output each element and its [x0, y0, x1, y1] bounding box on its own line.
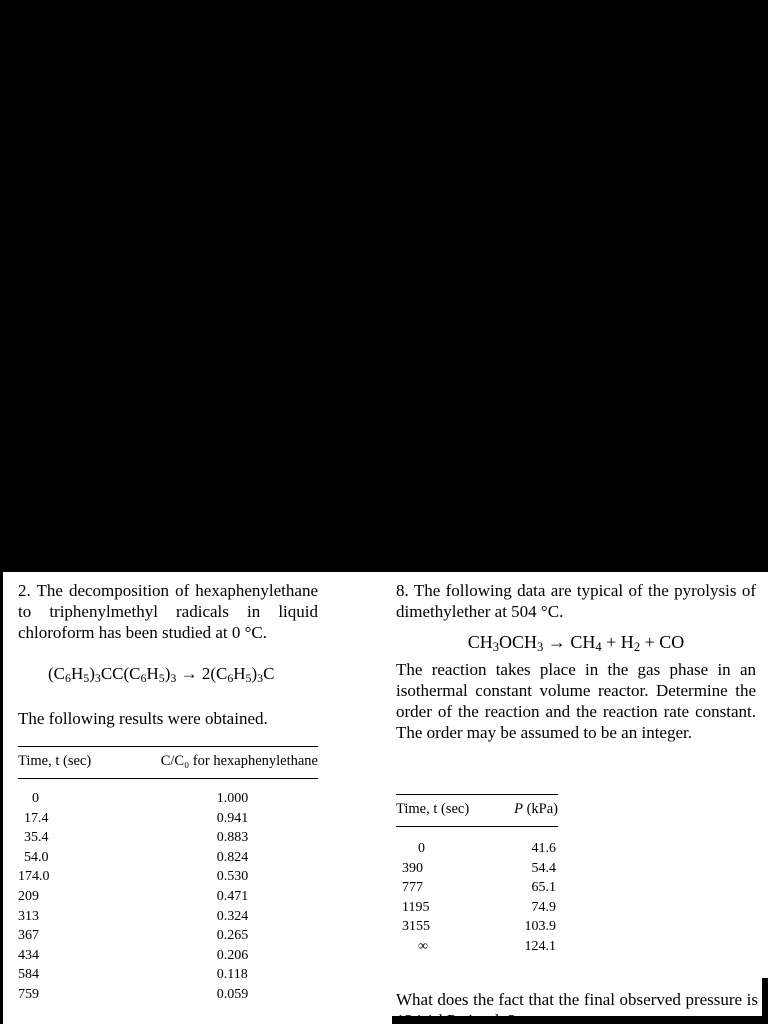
time-cell: 390	[402, 860, 423, 876]
table-row	[396, 937, 558, 957]
pressure-cell: 41.6	[531, 841, 556, 856]
pressure-cell: 65.1	[531, 880, 556, 896]
header-ratio: C/C₀ for hexaphenylethane	[141, 747, 318, 779]
pressure-table	[396, 794, 558, 957]
table-row	[396, 917, 558, 937]
table-row	[396, 839, 558, 859]
time-cell: 174.0	[18, 869, 50, 885]
hexaphenylethane-table-body	[18, 779, 318, 1005]
problem-2-number: 2.	[18, 581, 31, 600]
ratio-cell: 0.824	[216, 849, 249, 865]
header-pressure: P (kPa)	[510, 795, 558, 827]
header-time: Time, t (sec)	[18, 747, 141, 779]
ratio-cell: 0.118	[216, 967, 248, 983]
table-row	[18, 946, 318, 966]
time-cell: 1195	[402, 899, 430, 915]
problem-8	[396, 580, 758, 1009]
table-row	[396, 898, 558, 918]
table-row	[396, 878, 558, 898]
time-cell: 209	[18, 888, 39, 904]
time-cell: 313	[18, 908, 39, 924]
problem-8-question: What does the fact that the final observed pressure is	[396, 990, 758, 1009]
time-cell: 0	[32, 791, 39, 806]
scan-border-bottom	[392, 1016, 768, 1024]
ratio-cell: 0.265	[216, 928, 249, 944]
table-row	[18, 809, 318, 829]
table-row	[18, 867, 318, 887]
problem-2	[18, 580, 318, 643]
table-row	[18, 789, 318, 809]
ratio-cell: 0.059	[216, 986, 249, 1002]
ratio-cell: 0.206	[216, 947, 249, 963]
results-text: The following results were obtained.	[18, 709, 268, 728]
time-cell: 54.0	[24, 849, 49, 865]
table-row	[18, 965, 318, 985]
table-row	[396, 859, 558, 879]
hexaphenylethane-table	[18, 746, 318, 1005]
scan-border-left	[0, 572, 3, 1024]
time-cell: 3155	[402, 919, 430, 935]
table-row	[18, 828, 318, 848]
pressure-cell: 103.9	[524, 919, 556, 935]
problem-8-number: 8.	[396, 581, 409, 600]
ratio-cell: 0.530	[216, 869, 249, 885]
problem-8-intro	[396, 580, 756, 622]
time-cell: 584	[18, 967, 39, 983]
time-cell: 0	[418, 841, 425, 856]
pyrolysis-equation: $CH_3OCH_3 \to CH_4 + H_2$ + CO	[467, 632, 685, 654]
decomposition-equation: $(C_6H_5)_3CC(C_6H_5)_3 \to 2(C_6H_5)_3C$	[48, 664, 275, 685]
table-row	[18, 985, 318, 1005]
time-cell: 35.4	[24, 830, 49, 846]
table-row	[18, 907, 318, 927]
ratio-cell: 0.941	[216, 810, 249, 826]
time-cell: 367	[18, 928, 39, 944]
time-cell: 17.4	[24, 810, 49, 826]
time-cell: ∞	[418, 938, 428, 954]
time-cell: 759	[18, 986, 39, 1002]
pressure-table-body	[396, 827, 558, 957]
ratio-cell: 0.324	[216, 908, 249, 924]
problem-8-body: The reaction takes place in the gas phase in an isothermal constant volume reactor. Determine the order of the reaction and the reaction rate constant. The order may be assumed to be an integer.	[396, 660, 756, 742]
textbook-page	[0, 572, 768, 1024]
problem-2-intro	[18, 580, 318, 643]
ratio-cell: 0.471	[216, 888, 249, 904]
time-cell: 434	[18, 947, 39, 963]
problem-2-intro-text: The decomposition of hexaphenylethane to triphenylmethyl radicals in liquid chloroform has been studied at 0 °C.	[18, 581, 318, 642]
pressure-cell: 74.9	[531, 899, 556, 915]
time-cell: 777	[402, 880, 423, 896]
table-row	[18, 926, 318, 946]
ratio-cell: 0.883	[216, 830, 249, 846]
pressure-cell: 124.1	[524, 938, 556, 954]
ratio-cell: 1.000	[216, 791, 249, 806]
pressure-cell: 54.4	[531, 860, 556, 876]
table-row	[18, 887, 318, 907]
table-row	[18, 848, 318, 868]
header-time: Time, t (sec)	[396, 795, 510, 827]
problem-8-intro-text: The following data are typical of the pyrolysis of dimethylether at 504 °C.	[396, 581, 756, 621]
problem-2-results	[18, 708, 318, 729]
